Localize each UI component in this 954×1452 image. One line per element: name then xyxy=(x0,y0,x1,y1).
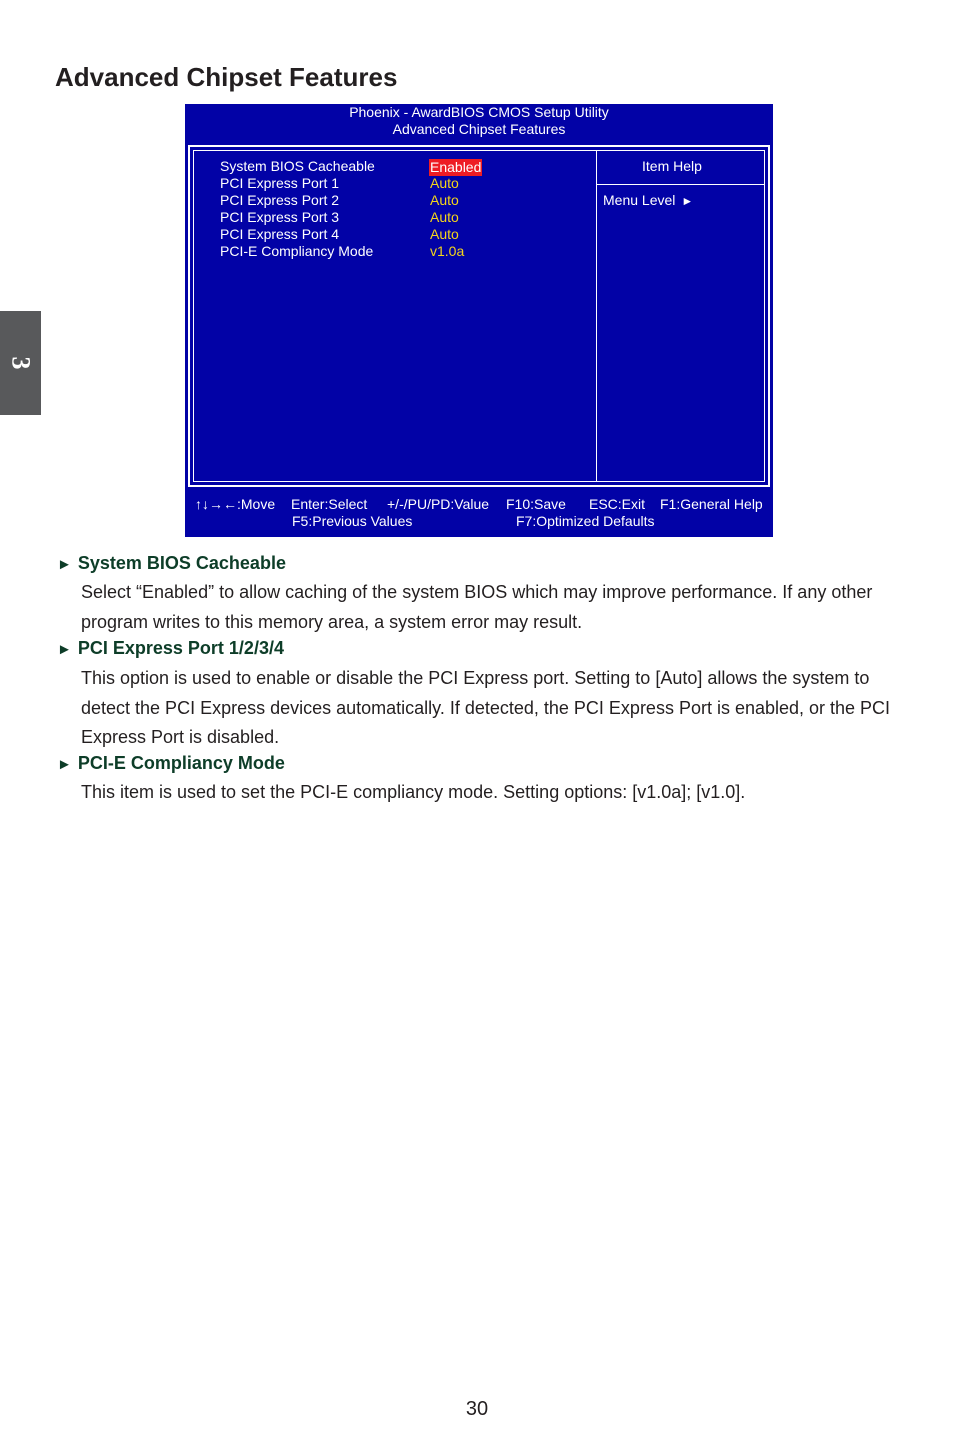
bios-item-value-bios-cacheable[interactable]: Enabled xyxy=(430,159,482,175)
triangle-bullet-icon: ► xyxy=(57,641,72,658)
section-heading-pcie-port xyxy=(57,638,284,659)
bios-item-label-pcie-port-4[interactable]: PCI Express Port 4 xyxy=(220,226,340,242)
bios-item-label-pcie-port-1[interactable]: PCI Express Port 1 xyxy=(220,175,340,191)
bios-frame xyxy=(188,145,770,487)
bios-utility-title: Phoenix - AwardBIOS CMOS Setup Utility xyxy=(349,104,609,120)
bios-item-value-pcie-port-2[interactable]: Auto xyxy=(430,192,459,208)
chapter-tab xyxy=(0,311,41,415)
key-move: ↑↓→←:Move xyxy=(195,496,276,512)
bios-item-label-pcie-port-2[interactable]: PCI Express Port 2 xyxy=(220,192,340,208)
bios-item-value-pcie-port-1[interactable]: Auto xyxy=(430,175,459,191)
key-exit: ESC:Exit xyxy=(589,496,646,512)
menu-level-label: Menu Level xyxy=(603,192,676,208)
section-heading-text: System BIOS Cacheable xyxy=(77,553,286,573)
bios-item-value-pcie-port-4[interactable]: Auto xyxy=(430,226,459,242)
item-help-title: Item Help xyxy=(642,158,702,174)
bios-screenshot xyxy=(185,104,773,537)
bios-item-label-bios-cacheable[interactable]: System BIOS Cacheable xyxy=(220,158,375,174)
key-save: F10:Save xyxy=(506,496,566,512)
section-text-pcie-compliancy: This item is used to set the PCI-E compliancy mode. Setting options: [v1.0a]; [v1.0]. xyxy=(81,782,746,802)
section-heading-text: PCI Express Port 1/2/3/4 xyxy=(77,638,284,658)
page-title: Advanced Chipset Features xyxy=(55,62,398,92)
bios-item-label-pcie-compliancy[interactable]: PCI-E Compliancy Mode xyxy=(220,243,374,259)
bios-item-label-pcie-port-3[interactable]: PCI Express Port 3 xyxy=(220,209,340,225)
bios-inner-frame xyxy=(193,150,765,482)
section-text-bios-cacheable: Select “Enabled” to allow caching of the system BIOS which may improve performance. If any other program writes to this memory area, a system error may result. xyxy=(81,582,873,632)
chapter-number: 3 xyxy=(6,356,36,370)
section-text-pcie-port: This option is used to enable or disable the PCI Express port. Setting to [Auto] allows the system to detect the PCI Express devices automatically. If detected, the PCI Express Port is enabled, or the PCI Express Port is disabled. xyxy=(81,668,891,747)
key-enter: Enter:Select xyxy=(291,496,368,512)
section-heading-text: PCI-E Compliancy Mode xyxy=(77,753,285,773)
page-number: 30 xyxy=(465,1398,489,1420)
help-title-divider xyxy=(597,184,764,185)
menu-level-arrow-icon: ► xyxy=(681,194,694,208)
bios-item-value-pcie-port-3[interactable]: Auto xyxy=(430,209,459,225)
key-general-help: F1:General Help xyxy=(660,496,763,512)
triangle-bullet-icon: ► xyxy=(57,556,72,573)
triangle-bullet-icon: ► xyxy=(57,756,72,773)
section-heading-bios-cacheable xyxy=(57,553,286,574)
help-divider xyxy=(596,151,597,481)
key-value: +/-/PU/PD:Value xyxy=(387,496,490,512)
section-heading-pcie-compliancy xyxy=(57,753,285,774)
key-previous-values: F5:Previous Values xyxy=(292,513,413,529)
bios-menu-title: Advanced Chipset Features xyxy=(392,121,566,137)
menu-level xyxy=(603,192,693,210)
bios-item-value-pcie-compliancy[interactable]: v1.0a xyxy=(430,243,465,259)
key-optimized-defaults: F7:Optimized Defaults xyxy=(516,513,655,529)
